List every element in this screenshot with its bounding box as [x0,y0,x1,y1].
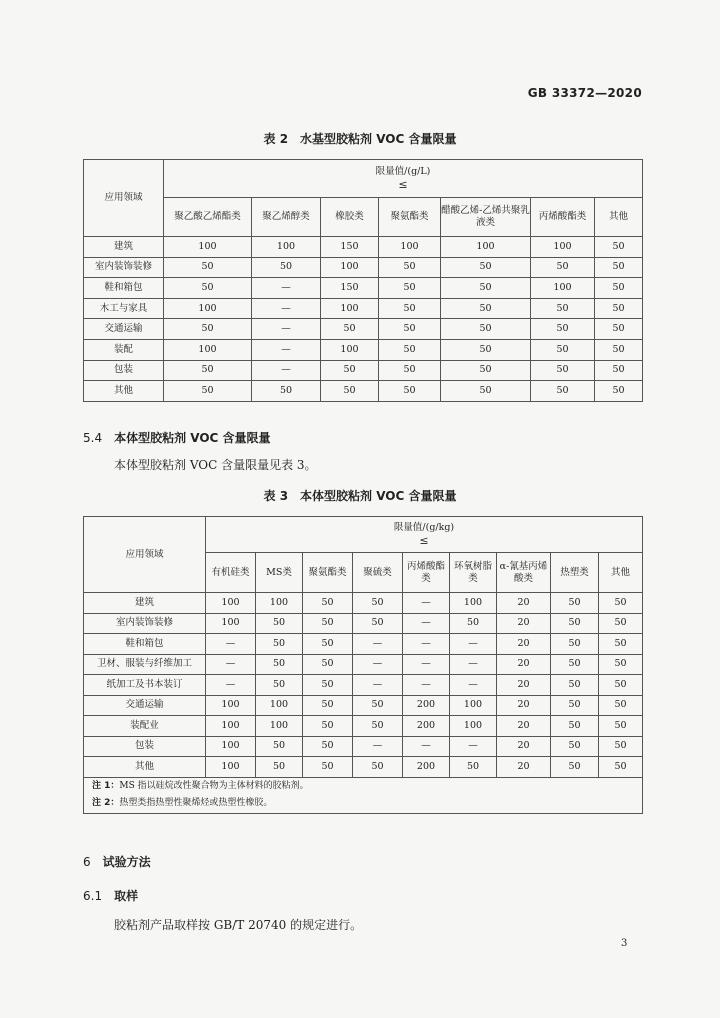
table-cell: — [252,278,321,299]
table-cell: 50 [551,593,599,614]
table-cell: 50 [164,257,252,278]
table-cell: 50 [599,716,643,737]
column-header: 丙烯酸酯类 [403,553,450,593]
table-cell: 50 [379,360,441,381]
table-cell: 20 [497,654,551,675]
table-cell: 50 [599,736,643,757]
table-cell: 50 [595,319,643,340]
table-cell: 20 [497,757,551,778]
table-row [84,757,643,778]
column-header: 聚乙烯醇类 [252,198,321,237]
table-cell: — [353,634,403,655]
table-note [92,778,642,795]
table-cell: — [403,593,450,614]
table-cell: 50 [353,716,403,737]
table-row [84,736,643,757]
column-header: 聚氨酯类 [303,553,353,593]
table3-bulk-type-voc-limits [83,516,643,814]
table-cell: 100 [321,298,379,319]
table-cell: 100 [531,237,595,258]
table-cell: 50 [595,381,643,402]
table-cell: 50 [595,237,643,258]
table-row [84,613,643,634]
column-header: α-氰基丙烯酸类 [497,553,551,593]
row-field-label: 其他 [84,757,206,778]
table2-limit-label: 限量值/(g/L) [375,165,431,177]
column-header: 橡胶类 [321,198,379,237]
table-cell: 50 [256,634,303,655]
table-cell: — [252,360,321,381]
table-cell: 50 [599,757,643,778]
row-field-label: 室内装饰装修 [84,613,206,634]
table-row [84,654,643,675]
column-header: 丙烯酸酯类 [531,198,595,237]
table-cell: 50 [303,695,353,716]
table-cell: 50 [164,381,252,402]
table-cell: 50 [303,654,353,675]
column-header: 热塑类 [551,553,599,593]
table3-notes [84,777,643,813]
table-cell: 100 [206,593,256,614]
table3-notes-row [84,777,643,813]
table-cell: 50 [256,654,303,675]
table-cell: 50 [441,298,531,319]
table-cell: 50 [450,757,497,778]
table2-field-header: 应用领域 [84,160,164,237]
section-number: 5.4 [83,431,103,445]
table-row [84,695,643,716]
table-cell: 50 [599,634,643,655]
le-symbol: ≤ [398,177,408,191]
table-cell: 50 [379,257,441,278]
row-field-label: 鞋和箱包 [84,634,206,655]
table-cell: 100 [450,593,497,614]
row-field-label: 交通运输 [84,695,206,716]
table-cell: 50 [303,736,353,757]
table-cell: — [403,613,450,634]
table-cell: 20 [497,675,551,696]
table-cell: 50 [599,613,643,634]
table-cell: 50 [595,257,643,278]
row-field-label: 卫材、服装与纤维加工 [84,654,206,675]
table2-limit-header [164,160,643,198]
section-5-4-text: 本体型胶粘剂 VOC 含量限量见表 3。 [114,458,317,472]
section-title: 试验方法 [102,855,151,869]
table-row [84,593,643,614]
column-header: 其他 [595,198,643,237]
table-cell: 50 [379,278,441,299]
row-field-label: 包装 [84,736,206,757]
column-header: 环氧树脂类 [450,553,497,593]
table-cell: 50 [303,593,353,614]
table-cell: 100 [256,695,303,716]
table-cell: 20 [497,634,551,655]
row-field-label: 鞋和箱包 [84,278,164,299]
table-cell: 50 [441,381,531,402]
table-cell: 100 [450,716,497,737]
table-cell: 50 [599,593,643,614]
table-cell: 50 [599,695,643,716]
table-cell: 100 [321,257,379,278]
table-cell: — [450,736,497,757]
table-cell: 50 [303,613,353,634]
table-cell: 100 [206,613,256,634]
row-field-label: 纸加工及书本装订 [84,675,206,696]
table-cell: 50 [531,360,595,381]
table-cell: 150 [321,278,379,299]
table-cell: — [353,736,403,757]
table-cell: 50 [531,298,595,319]
note-label: 注 1： [92,781,120,791]
table-cell: 50 [353,695,403,716]
table-cell: — [206,634,256,655]
table-cell: 50 [595,360,643,381]
table-cell: 50 [353,593,403,614]
table3-caption: 表 3 本体型胶粘剂 VOC 含量限量 [263,489,457,503]
column-header: 聚硫类 [353,553,403,593]
le-symbol: ≤ [419,533,429,547]
table-cell: 50 [551,613,599,634]
table-cell: — [353,675,403,696]
table-cell: 100 [206,757,256,778]
table-cell: 50 [599,654,643,675]
table2-water-based-voc-limits [83,159,643,402]
table-cell: 100 [252,237,321,258]
table-cell: 200 [403,695,450,716]
table-cell: 50 [256,675,303,696]
table-row [84,675,643,696]
table-cell: 50 [321,360,379,381]
table-cell: 100 [256,716,303,737]
table-cell: 50 [531,381,595,402]
table-cell: — [450,675,497,696]
table2-caption: 表 2 水基型胶粘剂 VOC 含量限量 [263,132,457,146]
section-6-1-heading [83,887,138,904]
table-cell: 100 [164,237,252,258]
table-cell: 100 [206,736,256,757]
table-cell: 50 [379,298,441,319]
table-cell: 50 [379,339,441,360]
table-row [84,716,643,737]
table-cell: 50 [441,339,531,360]
note-label: 注 2： [92,798,120,808]
table-cell: 50 [531,257,595,278]
table-cell: 20 [497,695,551,716]
table-row [84,319,643,340]
row-field-label: 装配业 [84,716,206,737]
column-header: 聚氨酯类 [379,198,441,237]
table-cell: — [403,736,450,757]
table-cell: 100 [206,716,256,737]
table-cell: 50 [303,757,353,778]
table-cell: 200 [403,757,450,778]
table-cell: 100 [164,298,252,319]
table-cell: 50 [551,757,599,778]
table-row [84,278,643,299]
table-cell: 50 [303,675,353,696]
table-cell: — [252,339,321,360]
row-field-label: 建筑 [84,593,206,614]
table3-limit-header [206,517,643,553]
table-cell: 50 [551,675,599,696]
table-cell: 50 [599,675,643,696]
table-cell: 50 [164,278,252,299]
table-cell: 100 [441,237,531,258]
table-row [84,381,643,402]
table-cell: 100 [321,339,379,360]
table-cell: — [252,298,321,319]
table-cell: — [403,654,450,675]
table-cell: 50 [303,634,353,655]
table-cell: 50 [595,278,643,299]
table-cell: 100 [164,339,252,360]
table-cell: 20 [497,736,551,757]
row-field-label: 包装 [84,360,164,381]
table-cell: 50 [164,360,252,381]
section-6-1-text: 胶粘剂产品取样按 GB/T 20740 的规定进行。 [114,918,363,932]
table-cell: 50 [256,736,303,757]
row-field-label: 木工与家具 [84,298,164,319]
table-cell: — [403,675,450,696]
table-cell: 20 [497,716,551,737]
table-cell: 50 [256,613,303,634]
section-title: 取样 [114,889,139,903]
table-cell: 50 [551,654,599,675]
row-field-label: 其他 [84,381,164,402]
table-cell: — [206,654,256,675]
table-cell: 50 [551,695,599,716]
section-number: 6 [83,855,91,869]
table-row [84,339,643,360]
section-title: 本体型胶粘剂 VOC 含量限量 [114,431,271,445]
table-cell: — [450,634,497,655]
table-cell: 100 [256,593,303,614]
row-field-label: 交通运输 [84,319,164,340]
table-cell: 50 [441,278,531,299]
table-cell: 50 [551,634,599,655]
table-cell: — [252,319,321,340]
table-cell: 50 [379,381,441,402]
table-cell: — [450,654,497,675]
table-cell: 50 [379,319,441,340]
table-cell: 50 [531,319,595,340]
table-cell: 50 [531,339,595,360]
table-row [84,298,643,319]
table-row [84,257,643,278]
table-cell: 200 [403,716,450,737]
column-header: 有机硅类 [206,553,256,593]
standard-code: GB 33372—2020 [527,86,642,100]
table-cell: 50 [252,381,321,402]
section-6-heading [83,853,151,870]
table3-limit-label: 限量值/(g/kg) [393,521,455,533]
table-row [84,237,643,258]
table-cell: 100 [531,278,595,299]
table-cell: — [403,634,450,655]
column-header: 聚乙酸乙烯酯类 [164,198,252,237]
table-cell: 100 [450,695,497,716]
table-cell: 50 [450,613,497,634]
row-field-label: 装配 [84,339,164,360]
table-row [84,360,643,381]
table-cell: 20 [497,593,551,614]
table-row [84,634,643,655]
table-cell: 50 [164,319,252,340]
row-field-label: 建筑 [84,237,164,258]
note-text: MS 指以硅烷改性聚合物为主体材料的胶粘剂。 [119,781,309,791]
table-cell: 50 [551,716,599,737]
table-cell: 50 [595,339,643,360]
column-header: MS类 [256,553,303,593]
column-header: 醋酸乙烯-乙烯共聚乳液类 [441,198,531,237]
table-note [92,795,642,812]
table-cell: 50 [441,319,531,340]
table-cell: 50 [303,716,353,737]
section-5-4-heading [83,429,271,446]
column-header: 其他 [599,553,643,593]
table-cell: 50 [256,757,303,778]
table-cell: — [353,654,403,675]
table-cell: — [206,675,256,696]
table-cell: 50 [252,257,321,278]
section-number: 6.1 [83,889,103,903]
table-cell: 100 [206,695,256,716]
table-cell: 50 [321,381,379,402]
table-cell: 50 [441,360,531,381]
table-cell: 100 [379,237,441,258]
table-cell: 50 [353,757,403,778]
table-cell: 50 [551,736,599,757]
table-cell: 20 [497,613,551,634]
table-cell: 50 [321,319,379,340]
table3-field-header: 应用领域 [84,517,206,593]
table-cell: 150 [321,237,379,258]
table2-column-headers [84,198,643,237]
note-text: 热塑类指热塑性聚烯烃或热塑性橡胶。 [119,798,273,808]
table-cell: 50 [595,298,643,319]
table-cell: 50 [353,613,403,634]
page-number: 3 [621,938,628,949]
row-field-label: 室内装饰装修 [84,257,164,278]
table-cell: 50 [441,257,531,278]
